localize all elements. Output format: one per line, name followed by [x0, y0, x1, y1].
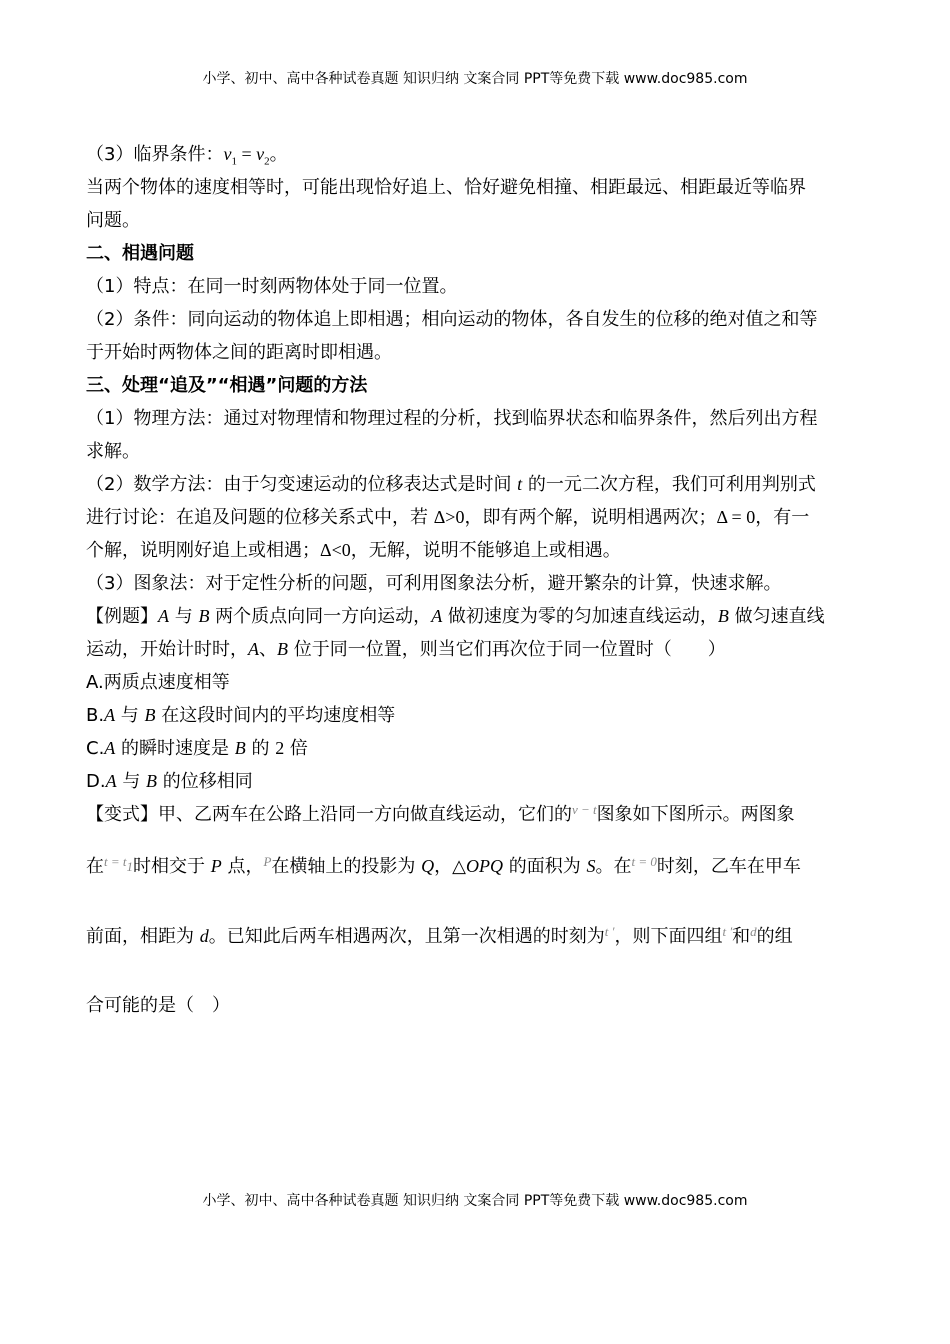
paragraph-line: （1）物理方法：通过对物理情和物理过程的分析，找到临界状态和临界条件，然后列出方程 [86, 408, 818, 429]
section-title-meeting: 二、相遇问题 [86, 243, 194, 264]
variant-question-line: 【变式】甲、乙两车在公路上沿同一方向做直线运动，它们的$^{v - t}$图象如下图所示。两图象 [86, 802, 795, 825]
paragraph-line: 于开始时两物体之间的距离时即相遇。 [86, 342, 392, 363]
document-body [86, 138, 866, 1041]
paragraph-line: 个解，说明刚好追上或相遇；Δ<0，无解，说明不能够追上或相遇。 [86, 540, 621, 561]
equals-sign: = [236, 144, 257, 164]
paragraph-line: 进行讨论：在追及问题的位移关系式中，若 Δ>0，即有两个解，说明相遇两次；Δ = 0，有一 [86, 507, 810, 528]
paragraph-line: （1）特点：在同一时刻两物体处于同一位置。 [86, 276, 458, 297]
paragraph-line: 问题。 [86, 210, 140, 231]
paragraph-line: （2）条件：同向运动的物体追上即相遇；相向运动的物体，各自发生的位移的绝对值之和等 [86, 309, 818, 330]
sub-2: 2 [264, 155, 270, 168]
variant-question-line: 在$^{t = t}_1$时相交于 P 点，$^P$在横轴上的投影为 Q，△OPQ 的面积为 S。在$^{t = 0}$时刻，乙车在甲车 [86, 854, 801, 877]
var-v1: v [223, 144, 232, 164]
example-question-line: 【例题】A 与 B 两个质点向同一方向运动，A 做初速度为零的匀加速直线运动，B 做匀速直线 [86, 606, 825, 627]
critical-condition-label: （3）临界条件： [86, 144, 224, 165]
paragraph-line: 求解。 [86, 441, 140, 462]
sub-1: 1 [231, 155, 237, 168]
paragraph-line: （3）图象法：对于定性分析的问题，可利用图象法分析，避开繁杂的计算，快速求解。 [86, 573, 782, 594]
page-footer: 小学、初中、高中各种试卷真题 知识归纳 文案合同 PPT等免费下载 www.doc985.com [202, 1193, 748, 1209]
page-header: 小学、初中、高中各种试卷真题 知识归纳 文案合同 PPT等免费下载 www.doc985.com [202, 71, 748, 87]
variant-question-line: 前面，相距为 d。已知此后两车相遇两次，且第一次相遇的时刻为$^{t '}$，则下面四组$^{t '}$和$^d$的组 [86, 924, 793, 947]
option-d: D.A 与 B 的位移相同 [86, 771, 253, 792]
option-b: B.A 与 B 在这段时间内的平均速度相等 [86, 705, 396, 726]
critical-condition-line [86, 138, 866, 171]
paragraph-line: 当两个物体的速度相等时，可能出现恰好追上、恰好避免相撞、相距最远、相距最近等临界 [86, 177, 806, 198]
section-title-methods: 三、处理“追及”“相遇”问题的方法 [86, 375, 368, 396]
option-a: A.两质点速度相等 [86, 672, 230, 693]
variant-question-line: 合可能的是（ ） [86, 995, 230, 1016]
example-question-line: 运动，开始计时时，A、B 位于同一位置，则当它们再次位于同一位置时（ ） [86, 639, 726, 660]
paragraph-line: （2）数学方法：由于匀变速运动的位移表达式是时间 t 的一元二次方程，我们可利用判别式 [86, 474, 816, 495]
var-v2: v [256, 144, 265, 164]
option-c: C.A 的瞬时速度是 B 的 2 倍 [86, 738, 308, 759]
period: 。 [269, 144, 288, 165]
